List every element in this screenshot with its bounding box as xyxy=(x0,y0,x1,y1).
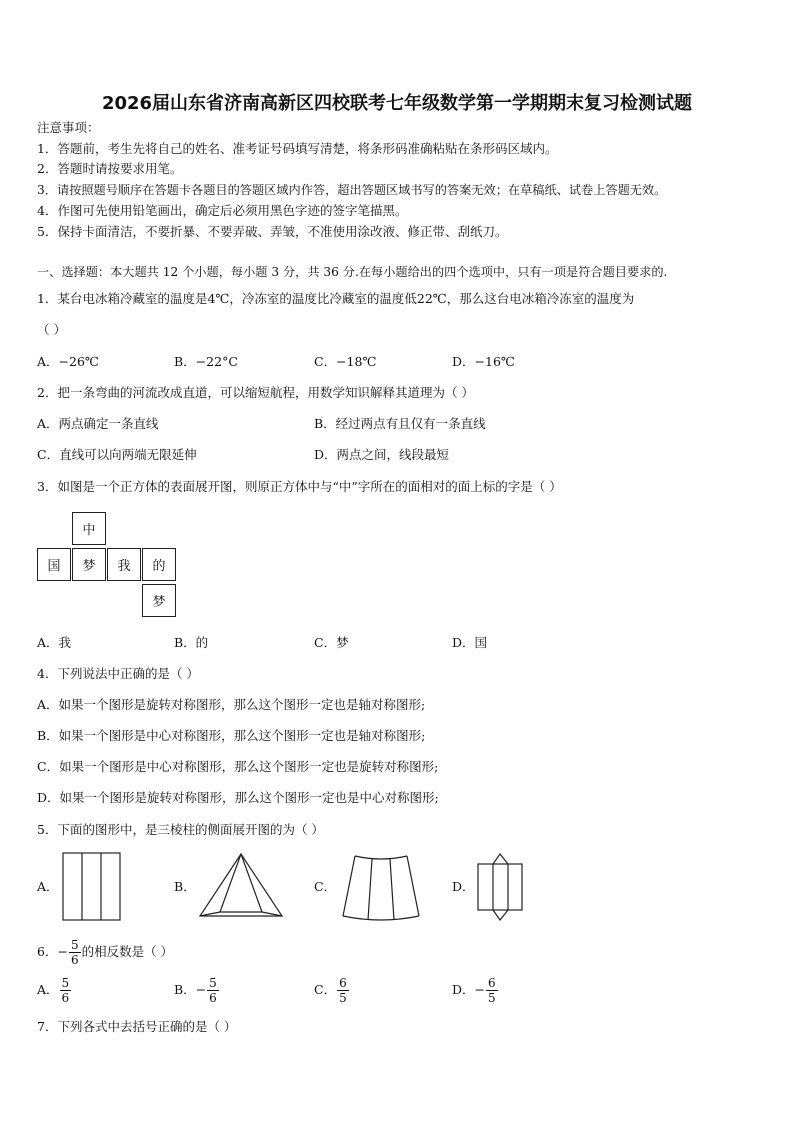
fraction-denominator: 6 xyxy=(61,991,70,1005)
question-2-stem: 2．把一条弯曲的河流改成直道，可以缩短航程，用数学知识解释其道理为（ ） xyxy=(37,385,474,400)
q4-option-c: C．如果一个图形是中心对称图形，那么这个图形一定也是旋转对称图形; xyxy=(37,759,439,774)
note-item: 5．保持卡面清洁，不要折暴、不要弄破、弄皱，不准使用涂改液、修正带、刮纸刀。 xyxy=(37,224,508,239)
note-item: 4．作图可先使用铅笔画出，确定后必须用黑色字迹的签字笔描黑。 xyxy=(37,203,408,218)
figure-fan-net xyxy=(341,852,421,922)
option-label: C． xyxy=(314,982,337,997)
option-fraction xyxy=(60,976,72,1005)
q4-option-d: D．如果一个图形是旋转对称图形，那么这个图形一定也是中心对称图形; xyxy=(37,790,439,805)
q6-neg-sign: − xyxy=(57,944,68,959)
q4-option-a: A．如果一个图形是旋转对称图形，那么这个图形一定也是轴对称图形; xyxy=(37,697,426,712)
figure-prism-net xyxy=(474,852,526,922)
notes-heading: 注意事项： xyxy=(37,120,100,135)
fraction-numerator: 5 xyxy=(70,938,79,952)
option-fraction xyxy=(207,976,219,1005)
q2-option-b: B．经过两点有且仅有一条直线 xyxy=(314,416,486,431)
fraction-numerator: 6 xyxy=(339,976,347,990)
fraction-denominator: 6 xyxy=(209,991,217,1005)
figure-three-rectangles xyxy=(62,852,122,922)
q6-option-a xyxy=(37,975,72,1005)
net-cell: 的 xyxy=(142,548,176,581)
q2-option-d: D．两点之间，线段最短 xyxy=(314,447,450,462)
fraction-numerator: 5 xyxy=(209,976,217,990)
fraction-denominator: 5 xyxy=(488,991,496,1005)
question-6-stem xyxy=(37,937,173,967)
q1-option-d: D．−16℃ xyxy=(452,354,515,369)
q6-option-c xyxy=(314,975,350,1005)
q6-number: 6． xyxy=(37,944,58,959)
note-item: 1．答题前，考生先将自己的姓名、准考证号码填写清楚，将条形码准确粘贴在条形码区域内。 xyxy=(37,141,558,156)
net-cell: 梦 xyxy=(142,584,176,617)
question-1-stem: 1．某台电冰箱冷藏室的温度是4℃，冷冻室的温度比冷藏室的温度低22℃，那么这台电冰箱冷冻室的温度为 xyxy=(37,291,635,306)
fraction-denominator: 5 xyxy=(339,991,347,1005)
net-cell: 中 xyxy=(72,512,106,545)
q5-label-a: A． xyxy=(37,879,59,894)
q3-option-a: A．我 xyxy=(37,635,72,650)
cube-net-figure xyxy=(37,512,182,618)
q6-option-d xyxy=(452,975,499,1005)
q6-option-b xyxy=(174,975,220,1005)
option-label: A． xyxy=(37,982,59,997)
option-fraction xyxy=(337,976,349,1005)
question-3-stem: 3．如图是一个正方体的表面展开图，则原正方体中与“中”字所在的面相对的面上标的字是（ ） xyxy=(37,479,562,494)
q1-option-c: C．−18℃ xyxy=(314,354,377,369)
fraction-numerator: 6 xyxy=(488,976,496,990)
q2-option-a: A．两点确定一条直线 xyxy=(37,416,159,431)
q6-stem-tail: 的相反数是（ ） xyxy=(81,944,174,959)
net-cell: 梦 xyxy=(72,548,106,581)
question-1-blank: （ ） xyxy=(37,322,66,337)
note-item: 2．答题时请按要求用笔。 xyxy=(37,161,183,176)
option-sign: − xyxy=(195,982,207,997)
q3-option-c: C．梦 xyxy=(314,635,349,650)
q3-option-b: B．的 xyxy=(174,635,209,650)
q5-label-c: C． xyxy=(314,879,337,894)
section-heading: 一、选择题：本大题共 12 个小题，每小题 3 分，共 36 分.在每小题给出的四个选项中，只有一项是符合题目要求的. xyxy=(37,265,668,279)
option-label: B． xyxy=(174,982,196,997)
figure-pyramid-net xyxy=(198,852,284,920)
q1-option-b: B．−22°C xyxy=(174,354,238,369)
q2-option-c: C．直线可以向两端无限延伸 xyxy=(37,447,197,462)
question-4-stem: 4．下列说法中正确的是（ ） xyxy=(37,666,199,681)
q1-option-a: A．−26℃ xyxy=(37,354,99,369)
q5-label-d: D． xyxy=(452,879,475,894)
option-label: D． xyxy=(452,982,475,997)
q3-option-d: D．国 xyxy=(452,635,488,650)
note-item: 3．请按照题号顺序在答题卡各题目的答题区域内作答，超出答题区域书写的答案无效；在草稿纸、试卷上答题无效。 xyxy=(37,183,667,197)
option-sign: − xyxy=(474,982,486,997)
q5-label-b: B． xyxy=(174,879,196,894)
net-cell: 国 xyxy=(37,548,71,581)
net-cell: 我 xyxy=(107,548,141,581)
fraction-denominator: 6 xyxy=(70,953,79,967)
q6-fraction xyxy=(69,938,81,967)
page-title: 2026届山东省济南高新区四校联考七年级数学第一学期期末复习检测试题 xyxy=(101,93,693,114)
q4-option-b: B．如果一个图形是中心对称图形，那么这个图形一定也是轴对称图形; xyxy=(37,728,426,743)
question-5-stem: 5．下面的图形中，是三棱柱的侧面展开图的为（ ） xyxy=(37,822,324,837)
option-fraction xyxy=(486,976,498,1005)
fraction-numerator: 5 xyxy=(61,976,70,990)
question-7-stem: 7．下列各式中去括号正确的是（ ） xyxy=(37,1019,237,1034)
